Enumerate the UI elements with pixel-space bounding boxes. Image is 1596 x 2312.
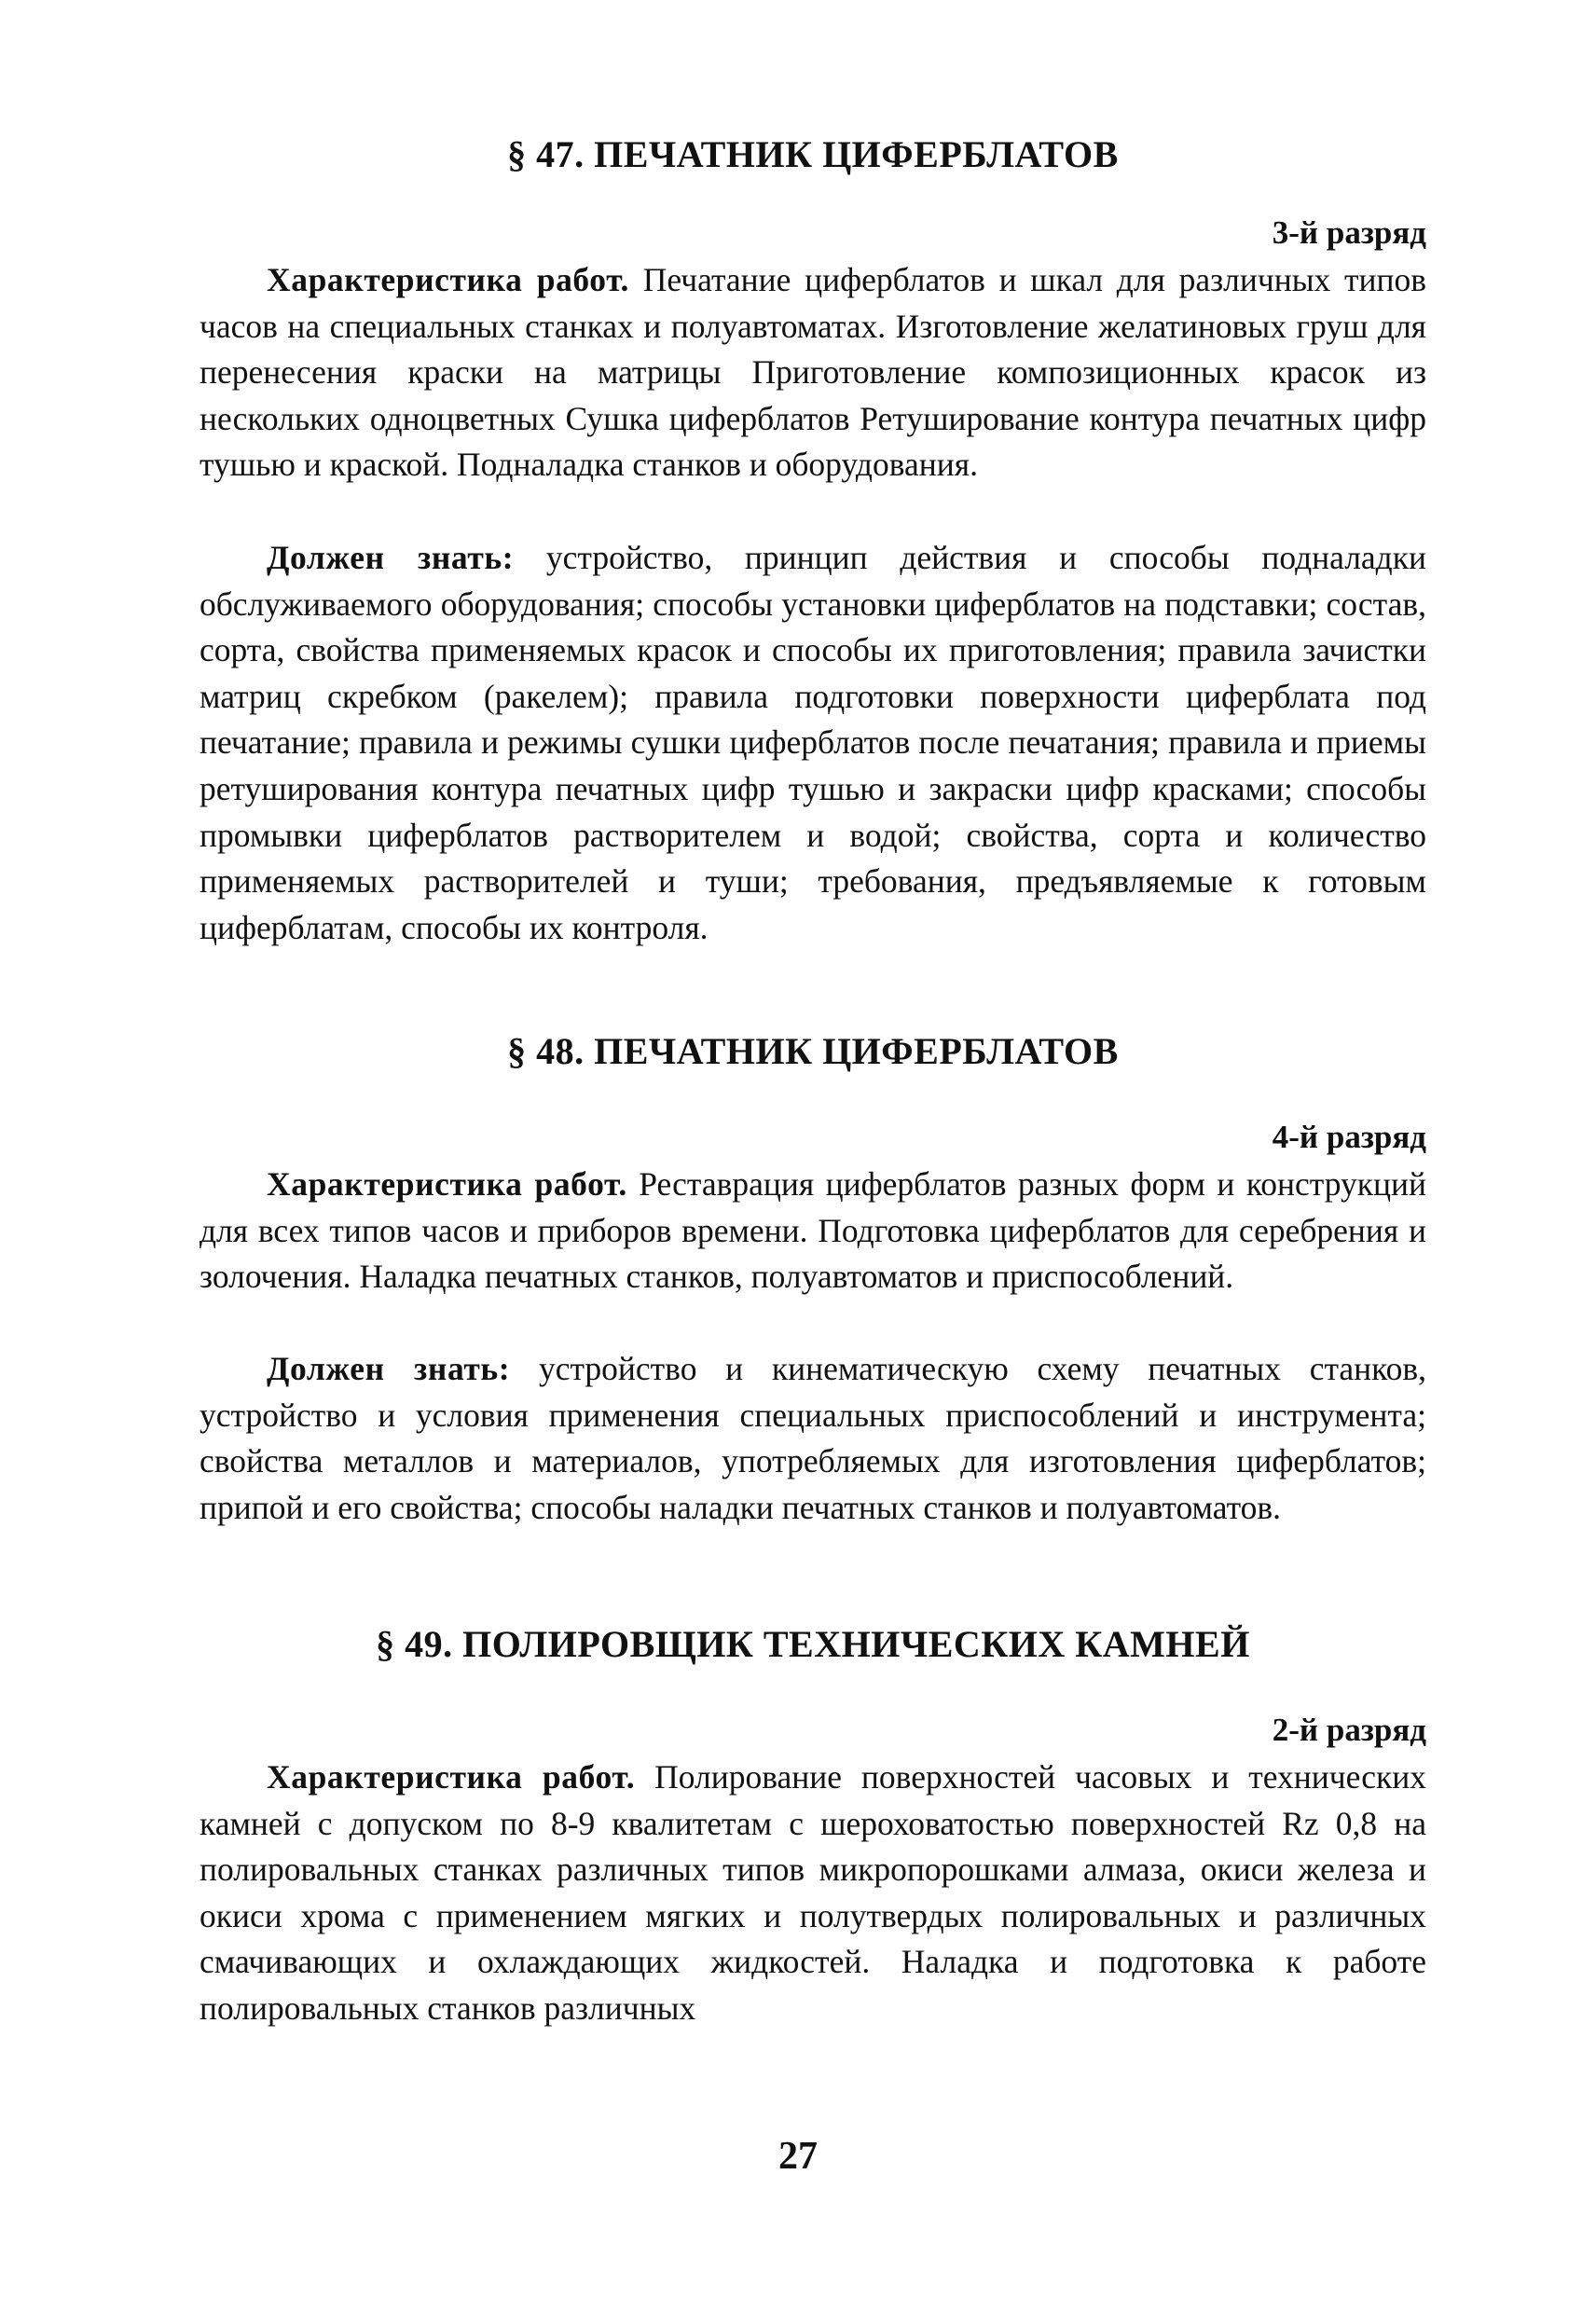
section-47-heading: § 47. ПЕЧАТНИК ЦИФЕРБЛАТОВ (507, 133, 1119, 175)
characteristics-text: Реставрация циферблатов разных форм и конструкций для всех типов часов и приборов времени. Подготовка циферблатов для серебрения и золочения. Наладка печатных станков, полуавтоматов и приспособлений. (200, 1165, 1426, 1296)
section-48-characteristics (200, 1162, 1426, 1300)
section-49-characteristics (200, 1755, 1426, 2032)
knowledge-label: Должен знать: (267, 1350, 511, 1387)
knowledge-text: устройство, принцип действия и способы подналадки обслуживаемого оборудования; способы установки циферблатов на подставки; состав, сорта, свойства применяемых красок и способы их приготовления; правила зачистки матриц скребком (ракелем); правила подготовки поверхности циферблата под печатание; правила и режимы сушки циферблатов после печатания; правила и приемы ретуширования контура печатных цифр тушью и закраски цифр красками; способы промывки циферблатов растворителем и водой; свойства, сорта и количество применяемых растворителей и туши; требования, предъявляемые к готовым циферблатам, способы их контроля. (200, 539, 1426, 946)
knowledge-text: устройство и кинематическую схему печатных станков, устройство и условия применения специальных приспособлений и инструмента; свойства металлов и материалов, употребляемых для изготовления циферблатов; припой и его свойства; способы наладки печатных станков и полуавтоматов. (200, 1350, 1427, 1526)
characteristics-label: Характеристика работ. (267, 1758, 636, 1796)
section-47-knowledge (200, 535, 1426, 951)
section-47-characteristics (200, 257, 1426, 489)
section-48-heading: § 48. ПЕЧАТНИК ЦИФЕРБЛАТОВ (507, 1030, 1119, 1072)
section-49-heading: § 49. ПОЛИРОВЩИК ТЕХНИЧЕСКИХ КАМНЕЙ (376, 1623, 1250, 1665)
page-number: 27 (778, 2135, 818, 2178)
characteristics-label: Характеристика работ. (267, 261, 630, 298)
characteristics-label: Характеристика работ. (267, 1165, 627, 1203)
section-49-grade: 2-й разряд (1272, 1712, 1426, 1748)
section-48-knowledge (200, 1346, 1426, 1531)
characteristics-text: Печатание циферблатов и шкал для различных типов часов на специальных станках и полуавтоматах. Изготовление желатиновых груш для перенесения краски на матрицы Приготовление композиционных красок из нескольких одноцветных Сушка циферблатов Ретуширование контура печатных цифр тушью и краской. Подналадка станков и оборудования. (200, 261, 1427, 484)
section-48-grade: 4-й разряд (1272, 1119, 1426, 1155)
knowledge-label: Должен знать: (267, 539, 515, 576)
characteristics-text: Полирование поверхностей часовых и технических камней с допуском по 8-9 квалитетам с шероховатостью поверхностей Rz 0,8 на полировальных станках различных типов микропорошками алмаза, окиси железа и окиси хрома с применением мягких и полутвердых полировальных и различных смачивающих и охлаждающих жидкостей. Наладка и подготовка к работе полировальных станков различных (200, 1758, 1426, 2027)
section-47-grade: 3-й разряд (1272, 214, 1426, 251)
